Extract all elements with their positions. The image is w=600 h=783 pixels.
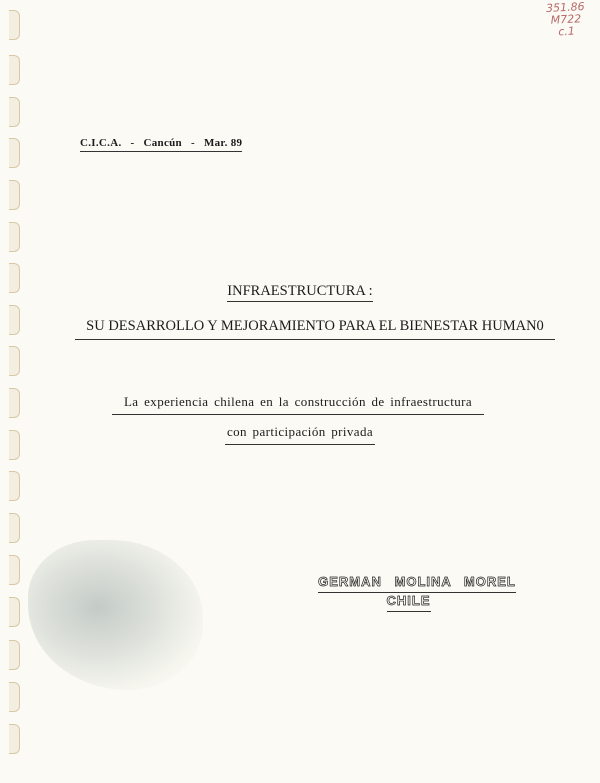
document-header [80, 137, 242, 152]
binding-hole [9, 513, 20, 543]
binding-hole [9, 222, 20, 252]
binding-hole [9, 724, 20, 754]
binding-hole [9, 97, 20, 127]
subtitle-line-2 [0, 424, 600, 445]
author-name: GERMAN MOLINA MOREL [318, 574, 516, 593]
binding-holes [0, 0, 30, 783]
binding-hole [9, 555, 20, 585]
binding-hole [9, 55, 20, 85]
subtitle-line-2-text: con participación privada [225, 424, 375, 445]
binding-hole [9, 388, 20, 418]
binding-hole [9, 346, 20, 376]
header-place: Cancún [143, 137, 182, 149]
paper-stain [28, 540, 203, 690]
binding-hole [9, 305, 20, 335]
binding-hole [9, 10, 20, 40]
binding-hole [9, 180, 20, 210]
handwritten-catalog-note [534, 0, 598, 39]
author-country-text: CHILE [387, 593, 431, 612]
header-separator: - [130, 137, 135, 149]
binding-hole [9, 471, 20, 501]
header-date: Mar. 89 [203, 137, 243, 149]
header-org: C.I.C.A. [80, 137, 122, 149]
binding-hole [9, 138, 20, 168]
catalog-copy: c.1 [557, 24, 576, 39]
catalog-number: 351.86 [545, 0, 585, 16]
title-line-2: SU DESARROLLO Y MEJORAMIENTO PARA EL BIENESTAR HUMAN0 [75, 318, 555, 340]
catalog-code: M722 [550, 12, 582, 27]
subtitle-line-1: La experiencia chilena en la construcción de infraestructura [112, 394, 484, 415]
title-line-1 [0, 283, 600, 302]
binding-hole [9, 640, 20, 670]
author-country [0, 593, 600, 612]
title-main: INFRAESTRUCTURA : [227, 283, 372, 302]
binding-hole [9, 682, 20, 712]
header-separator: - [190, 137, 195, 149]
